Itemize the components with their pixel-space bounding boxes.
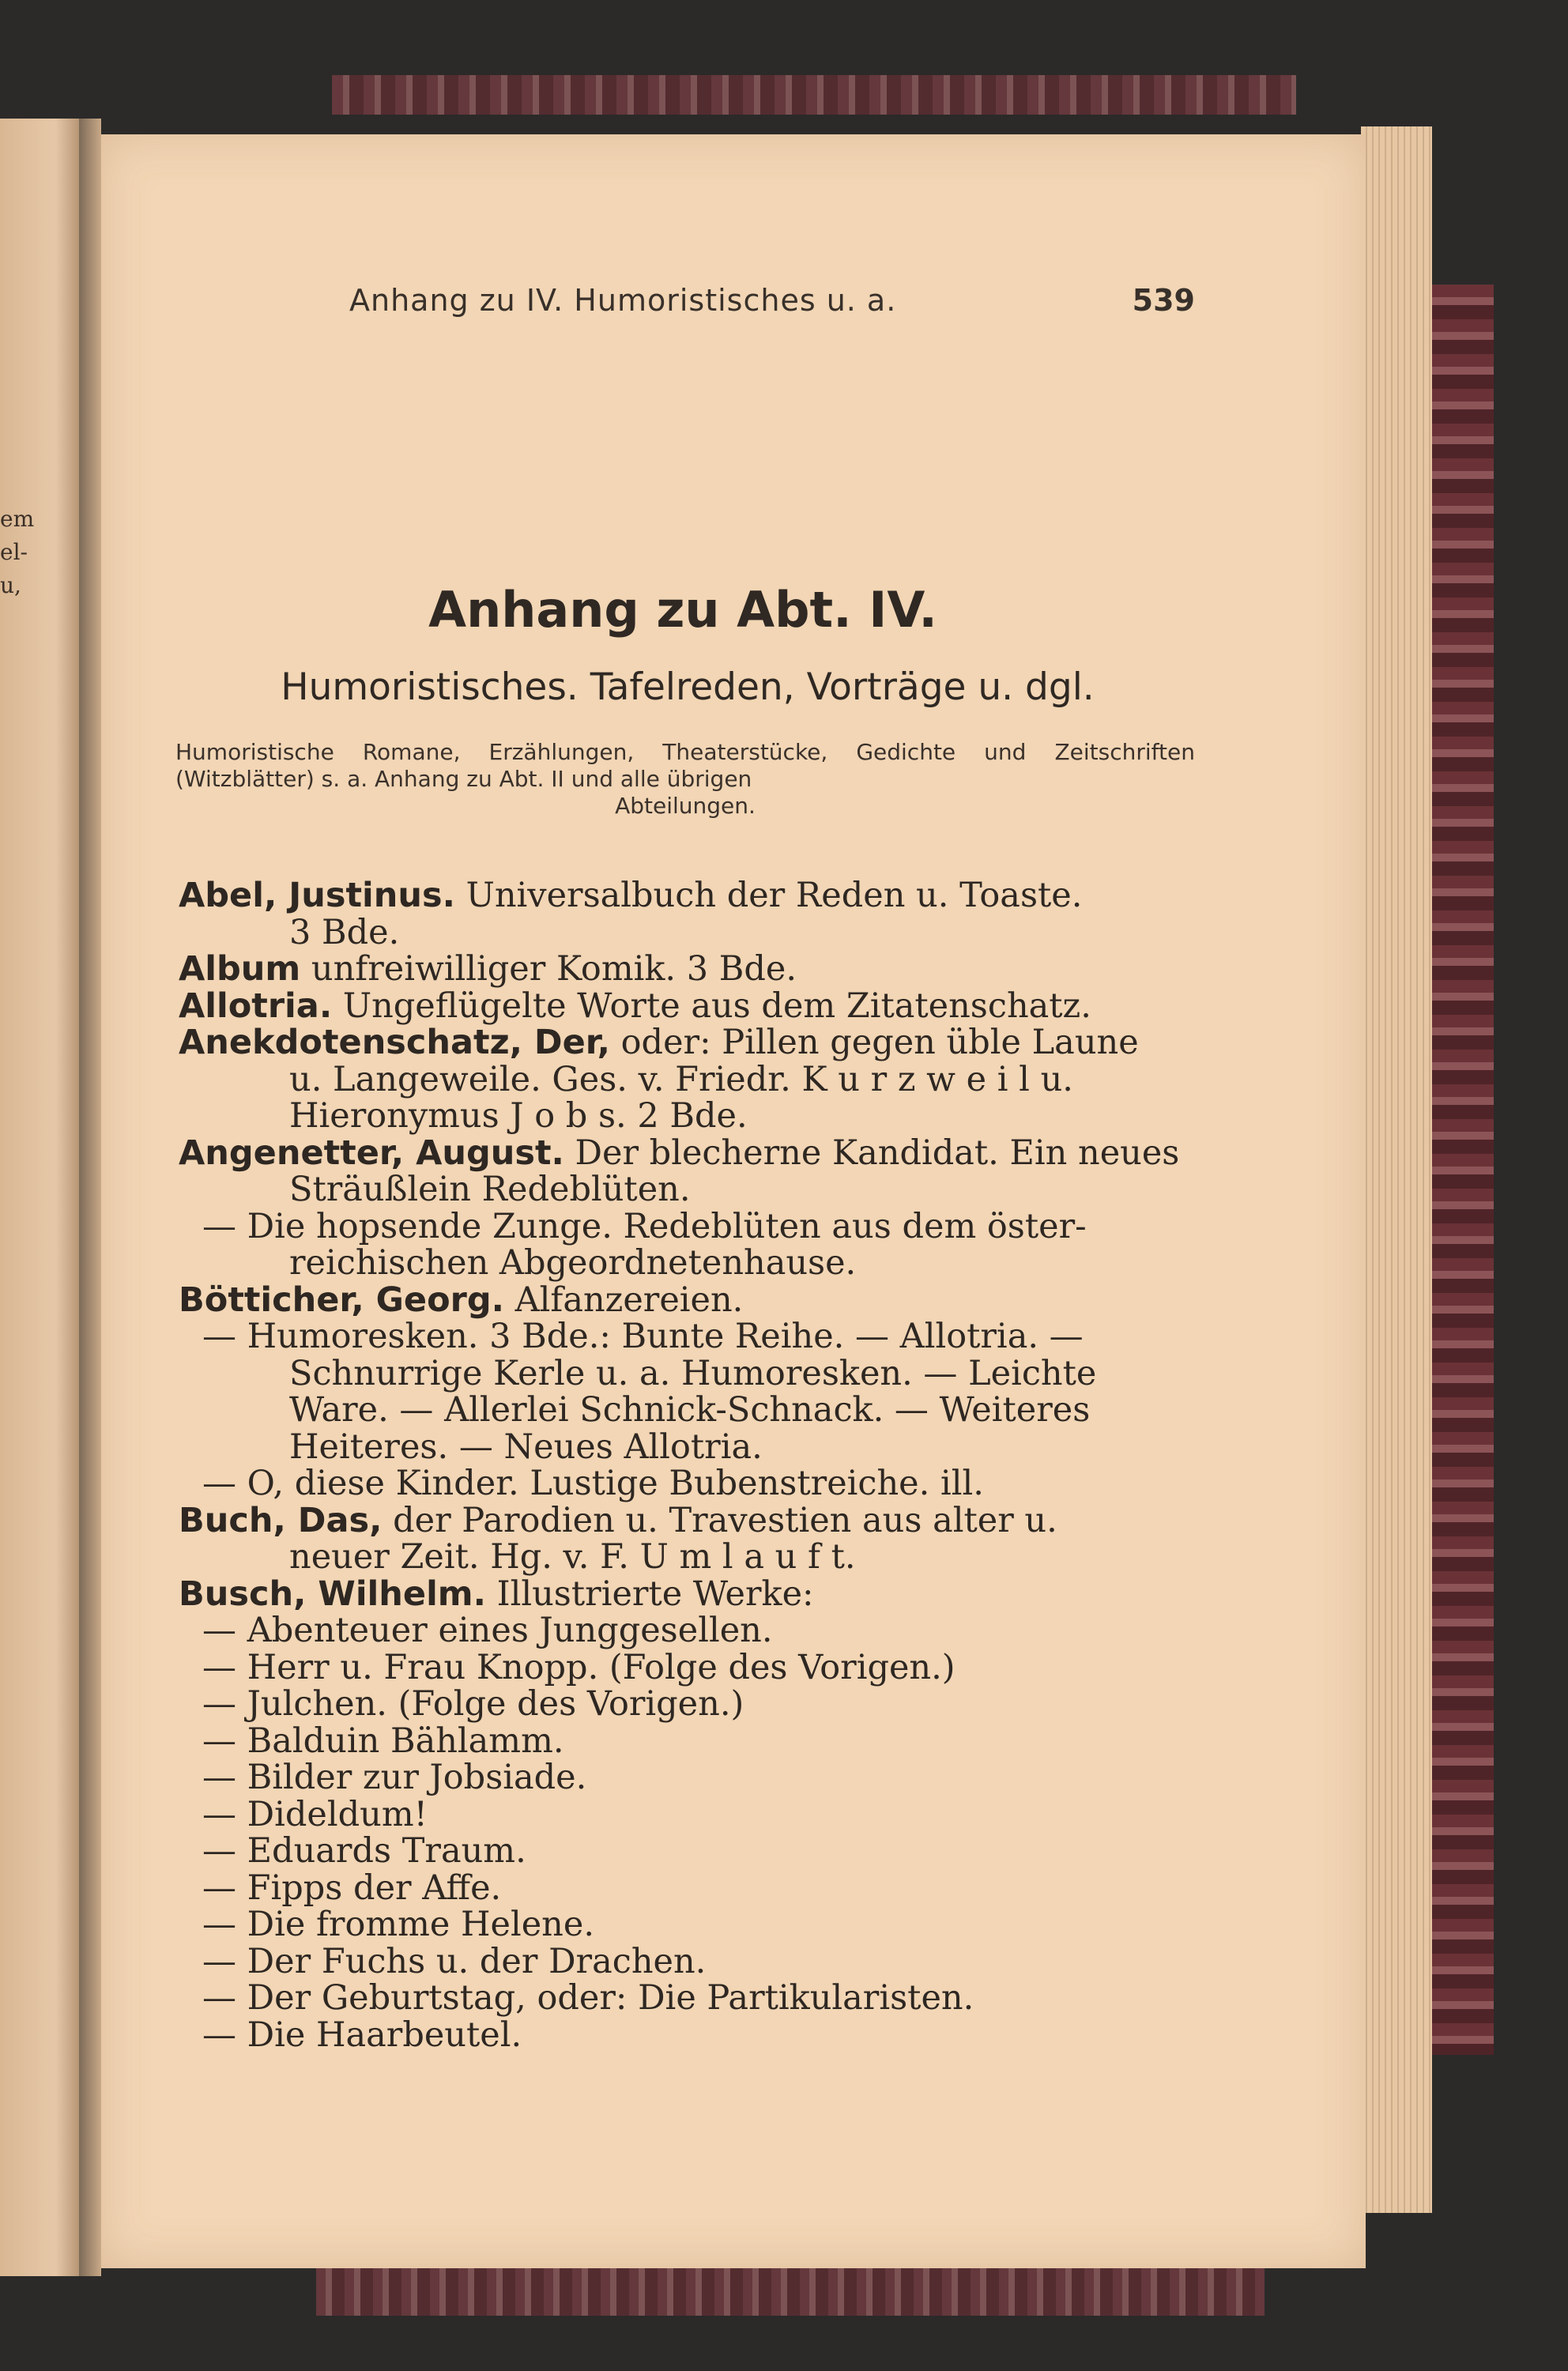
bibliography-entry xyxy=(179,988,1198,1025)
entry-first-line xyxy=(179,1906,1198,1943)
bibliography-entry xyxy=(179,1465,1198,1502)
entry-text: — Die Haarbeutel. xyxy=(202,2015,522,2055)
entry-heading: Angenetter, August. xyxy=(179,1133,564,1173)
bibliography-entry xyxy=(179,1208,1198,1282)
entry-text: — Eduards Traum. xyxy=(202,1831,526,1871)
entry-continuation: neuer Zeit. Hg. v. F. U m l a u f t. xyxy=(289,1537,856,1577)
entry-first-line xyxy=(179,1024,1198,1061)
entry-heading: Buch, Das, xyxy=(179,1500,383,1540)
entry-first-line xyxy=(179,1980,1198,2017)
entry-text: — Bilder zur Jobsiade. xyxy=(202,1758,587,1797)
bibliography-entry xyxy=(179,1576,1198,1613)
running-head-title: Anhang zu IV. Humoristisches u. a. xyxy=(349,283,897,318)
entry-first-line xyxy=(179,1759,1198,1796)
margin-fragment: em xyxy=(0,506,35,532)
entry-heading: Album xyxy=(179,949,301,989)
bibliography-entry xyxy=(179,951,1198,988)
entry-heading: Bötticher, Georg. xyxy=(179,1280,504,1320)
entry-text: — O, diese Kinder. Lustige Bubenstreiche. ill. xyxy=(202,1464,984,1503)
bibliography-entry xyxy=(179,1906,1198,1943)
entry-continuation: Ware. — Allerlei Schnick-Schnack. — Weiteres xyxy=(289,1390,1091,1430)
entry-continuation: Hieronymus J o b s. 2 Bde. xyxy=(289,1096,748,1136)
entry-first-line xyxy=(179,1576,1198,1613)
entry-first-line xyxy=(179,951,1198,988)
entry-first-line xyxy=(179,1208,1198,1246)
entry-text: Alfanzereien. xyxy=(514,1280,744,1320)
entry-first-line xyxy=(179,1649,1198,1687)
entry-text: — Fipps der Affe. xyxy=(202,1868,502,1908)
entry-text: oder: Pillen gegen üble Laune xyxy=(620,1023,1139,1062)
entry-text: — Die hopsende Zunge. Redeblüten aus dem öster- xyxy=(202,1206,1087,1246)
section-title: Anhang zu Abt. IV. xyxy=(428,581,937,639)
entry-first-line xyxy=(179,1833,1198,1870)
running-head xyxy=(349,283,1195,322)
entry-text: — Humoresken. 3 Bde.: Bunte Reihe. — Allotria. — xyxy=(202,1317,1084,1356)
bibliography-entry xyxy=(179,877,1198,951)
entry-first-line xyxy=(179,877,1198,914)
entry-continuation: reichischen Abgeordnetenhause. xyxy=(289,1243,857,1283)
bibliography-entry xyxy=(179,1502,1198,1576)
page-edges xyxy=(1361,126,1432,2213)
entry-first-line xyxy=(179,1686,1198,1723)
entry-continuation: Heiteres. — Neues Allotria. xyxy=(289,1427,763,1467)
bibliography-entry xyxy=(179,1796,1198,1834)
entry-first-line xyxy=(179,1723,1198,1760)
entry-first-line xyxy=(179,1612,1198,1649)
entry-continuation: u. Langeweile. Ges. v. Friedr. K u r z w e i l u. xyxy=(289,1059,1073,1099)
entry-continuation: Schnurrige Kerle u. a. Humoresken. — Leichte xyxy=(289,1353,1097,1393)
entry-first-line xyxy=(179,1943,1198,1981)
margin-fragment: u, xyxy=(0,572,21,598)
book-gutter xyxy=(79,119,101,2276)
note-text: Humoristische Romane, Erzählungen, Theaterstücke, Gedichte und Zeitschriften (Witzblätter) s. a. Anhang zu Abt. II und alle übrigen xyxy=(175,739,1195,792)
entry-continuation: 3 Bde. xyxy=(289,912,400,952)
cross-reference-note xyxy=(175,739,1195,820)
entry-text: — Julchen. (Folge des Vorigen.) xyxy=(202,1684,744,1724)
entry-first-line xyxy=(179,1465,1198,1502)
entry-text: unfreiwilliger Komik. 3 Bde. xyxy=(311,949,797,989)
entry-continuation: Sträußlein Redeblüten. xyxy=(289,1170,691,1209)
facing-page xyxy=(0,119,79,2276)
cover-edge-right xyxy=(1430,285,1494,2055)
entry-first-line xyxy=(179,1870,1198,1907)
entry-text: — Der Geburtstag, oder: Die Partikularisten. xyxy=(202,1978,974,2018)
entry-heading: Allotria. xyxy=(179,986,333,1026)
note-text-last: Abteilungen. xyxy=(615,793,756,819)
entry-heading: Abel, Justinus. xyxy=(179,876,455,915)
entry-first-line xyxy=(179,1318,1198,1355)
bibliography-entry xyxy=(179,1759,1198,1796)
bibliography-entry xyxy=(179,1943,1198,1981)
entry-first-line xyxy=(179,1796,1198,1834)
page-number: 539 xyxy=(1132,283,1195,318)
cover-edge-top xyxy=(332,75,1296,115)
entry-text: — Abenteuer eines Junggesellen. xyxy=(202,1611,773,1650)
entry-first-line xyxy=(179,2017,1198,2054)
bibliography-list xyxy=(179,877,1198,2053)
entry-text: der Parodien u. Travestien aus alter u. xyxy=(393,1500,1057,1540)
entry-text: — Der Fuchs u. der Drachen. xyxy=(202,1941,707,1981)
bibliography-entry xyxy=(179,1282,1198,1319)
entry-text: — Die fromme Helene. xyxy=(202,1905,594,1944)
margin-fragment: el- xyxy=(0,539,28,565)
bibliography-entry xyxy=(179,1612,1198,1649)
cover-edge-bottom xyxy=(316,2268,1265,2316)
bibliography-entry xyxy=(179,1723,1198,1760)
entry-text: — Balduin Bählamm. xyxy=(202,1721,564,1761)
bibliography-entry xyxy=(179,1870,1198,1907)
entry-text: Illustrierte Werke: xyxy=(496,1574,814,1614)
bibliography-entry xyxy=(179,2017,1198,2054)
bibliography-entry xyxy=(179,1649,1198,1687)
entry-text: Der blecherne Kandidat. Ein neues xyxy=(575,1133,1180,1173)
entry-first-line xyxy=(179,1502,1198,1540)
entry-first-line xyxy=(179,988,1198,1025)
entry-text: — Herr u. Frau Knopp. (Folge des Vorigen.) xyxy=(202,1647,956,1687)
bibliography-entry xyxy=(179,1980,1198,2017)
bibliography-entry xyxy=(179,1318,1198,1465)
entry-text: — Dideldum! xyxy=(202,1794,428,1834)
bibliography-entry xyxy=(179,1833,1198,1870)
bibliography-entry xyxy=(179,1135,1198,1208)
entry-heading: Busch, Wilhelm. xyxy=(179,1574,486,1614)
entry-text: Ungeflügelte Worte aus dem Zitatenschatz. xyxy=(342,986,1091,1026)
bibliography-entry xyxy=(179,1686,1198,1723)
section-subtitle: Humoristisches. Tafelreden, Vorträge u. dgl. xyxy=(281,665,1095,709)
bibliography-entry xyxy=(179,1024,1198,1135)
entry-first-line xyxy=(179,1135,1198,1172)
entry-first-line xyxy=(179,1282,1198,1319)
entry-text: Universalbuch der Reden u. Toaste. xyxy=(466,876,1083,915)
entry-heading: Anekdotenschatz, Der, xyxy=(179,1023,610,1062)
